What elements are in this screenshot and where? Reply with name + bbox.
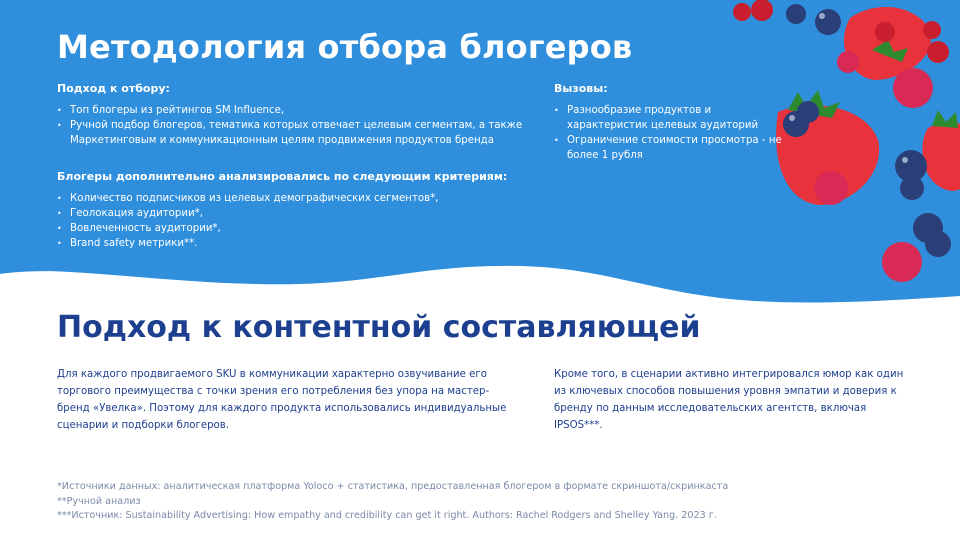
content-title: Подход к контентной составляющей	[57, 310, 701, 345]
list-item: • Геолокация аудитории*,	[57, 206, 527, 221]
approach-heading: Подход к отбору:	[57, 82, 170, 95]
footnotes	[57, 480, 937, 524]
criteria-section	[57, 169, 527, 251]
content-paragraph-right: Кроме того, в сценарии активно интегрировался юмор как один из ключевых способов повышения уровня эмпатии и доверия к бренду по данным исследовательских агентств, включая IPSOS***.	[554, 369, 904, 431]
content-paragraph-left: Для каждого продвигаемого SKU в коммуникации характерно озвучивание его торгового преимущества с точки зрения его потребления без упора на мастер-бренд «Увелка». Поэтому для каждого продукта использовались индивидуальные сценарии и подборки блогеров.	[57, 369, 507, 431]
list-item: • Ограничение стоимости просмотра - не более 1 рубля	[554, 133, 784, 163]
footnote: *Источники данных: аналитическая платформа Yoloco + статистика, предоставленная блогером в формате скриншота/скринкаста	[57, 481, 729, 492]
approach-list	[57, 103, 527, 148]
page-title: Методология отбора блогеров	[57, 28, 633, 66]
list-item: • Количество подписчиков из целевых демографических сегментов*,	[57, 191, 527, 206]
list-item: • Топ блогеры из рейтингов SM Influence,	[57, 103, 527, 118]
challenges-list	[554, 103, 784, 163]
approach-section	[57, 81, 527, 148]
list-item: • Brand safety метрики**.	[57, 236, 527, 251]
list-item: • Разнообразие продуктов и характеристик целевых аудиторий	[554, 103, 784, 133]
criteria-heading: Блогеры дополнительно анализировались по следующим критериям:	[57, 170, 508, 183]
list-item: • Ручной подбор блогеров, тематика которых отвечает целевым сегментам, а также Маркетинговым и коммуникационным целям продвижения продуктов бренда	[57, 118, 527, 148]
challenges-heading: Вызовы:	[554, 82, 608, 95]
footnote: **Ручной анализ	[57, 495, 141, 507]
list-item: • Вовлеченность аудитории*,	[57, 221, 527, 236]
footnote: ***Источник: Sustainability Advertising: How empathy and credibility can get it right. Authors: Rachel Rodgers and Shelley Yang. 2023 г.	[57, 510, 717, 521]
criteria-list	[57, 191, 527, 251]
challenges-section	[554, 81, 784, 163]
